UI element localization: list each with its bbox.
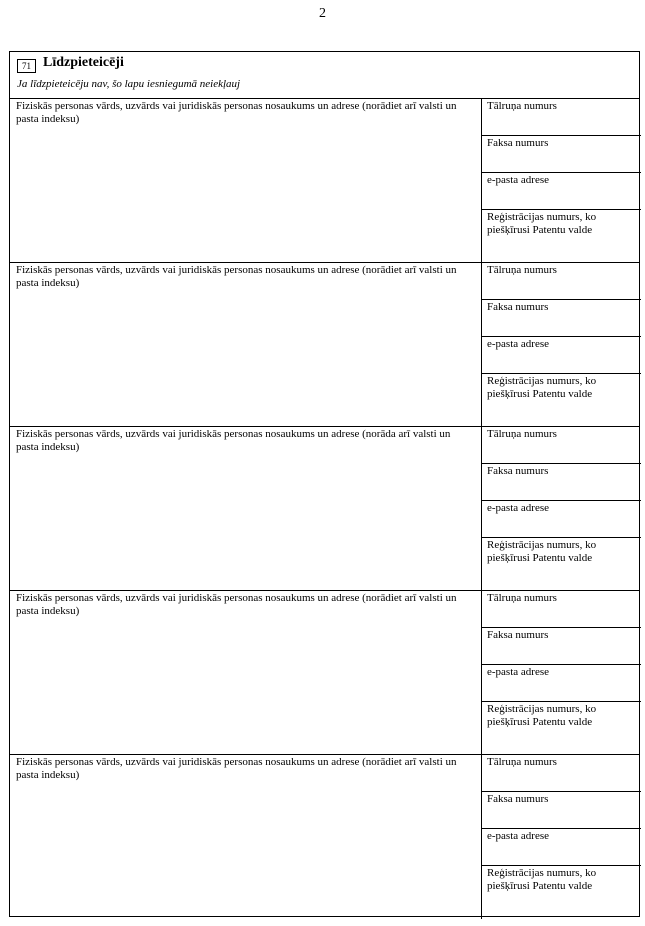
section-subtitle: Ja līdzpieteicēju nav, šo lapu iesniegumā neiekļauj bbox=[17, 78, 241, 90]
co-applicants-form bbox=[9, 51, 640, 917]
page-number: 2 bbox=[319, 6, 326, 21]
email-field[interactable]: e-pasta adrese bbox=[482, 337, 641, 374]
fax-field[interactable]: Faksa numurs bbox=[482, 792, 641, 829]
registration-number-field[interactable]: Reģistrācijas numurs, ko piešķīrusi Patentu valde bbox=[487, 211, 597, 236]
name-address-field[interactable]: Fiziskās personas vārds, uzvārds vai juridiskās personas nosaukums un adrese (norādiet arī valsti un pasta indeksu) bbox=[10, 99, 482, 262]
name-address-field[interactable]: Fiziskās personas vārds, uzvārds vai juridiskās personas nosaukums un adrese (norādiet arī valsti un pasta indeksu) bbox=[10, 263, 482, 426]
registration-number-field[interactable]: Reģistrācijas numurs, ko piešķīrusi Patentu valde bbox=[487, 867, 597, 892]
email-field[interactable]: e-pasta adrese bbox=[482, 829, 641, 866]
field-code-box: 71 bbox=[17, 59, 36, 73]
name-address-field[interactable]: Fiziskās personas vārds, uzvārds vai juridiskās personas nosaukums un adrese (norādiet arī valsti un pasta indeksu) bbox=[10, 755, 482, 919]
email-field[interactable]: e-pasta adrese bbox=[482, 173, 641, 210]
phone-field[interactable]: Tālruņa numurs bbox=[482, 263, 641, 300]
registration-number-field[interactable]: Reģistrācijas numurs, ko piešķīrusi Patentu valde bbox=[487, 703, 597, 728]
co-applicant-block-5 bbox=[10, 755, 639, 919]
phone-field[interactable]: Tālruņa numurs bbox=[482, 99, 641, 136]
phone-field[interactable]: Tālruņa numurs bbox=[482, 591, 641, 628]
fax-field[interactable]: Faksa numurs bbox=[482, 300, 641, 337]
section-title: Līdzpieteicēji bbox=[43, 55, 124, 70]
email-field[interactable]: e-pasta adrese bbox=[482, 501, 641, 538]
phone-field[interactable]: Tālruņa numurs bbox=[482, 427, 641, 464]
co-applicant-block-1 bbox=[10, 99, 639, 263]
fax-field[interactable]: Faksa numurs bbox=[482, 464, 641, 501]
co-applicant-block-4 bbox=[10, 591, 639, 755]
phone-field[interactable]: Tālruņa numurs bbox=[482, 755, 641, 792]
fax-field[interactable]: Faksa numurs bbox=[482, 628, 641, 665]
name-address-field[interactable]: Fiziskās personas vārds, uzvārds vai juridiskās personas nosaukums un adrese (norādiet arī valsti un pasta indeksu) bbox=[10, 591, 482, 754]
co-applicant-block-2 bbox=[10, 263, 639, 427]
email-field[interactable]: e-pasta adrese bbox=[482, 665, 641, 702]
registration-number-field[interactable]: Reģistrācijas numurs, ko piešķīrusi Patentu valde bbox=[487, 539, 597, 564]
co-applicant-block-3 bbox=[10, 427, 639, 591]
registration-number-field[interactable]: Reģistrācijas numurs, ko piešķīrusi Patentu valde bbox=[487, 375, 597, 400]
fax-field[interactable]: Faksa numurs bbox=[482, 136, 641, 173]
section-header bbox=[10, 52, 639, 99]
name-address-field[interactable]: Fiziskās personas vārds, uzvārds vai juridiskās personas nosaukums un adrese (norāda arī valsti un pasta indeksu) bbox=[10, 427, 482, 590]
